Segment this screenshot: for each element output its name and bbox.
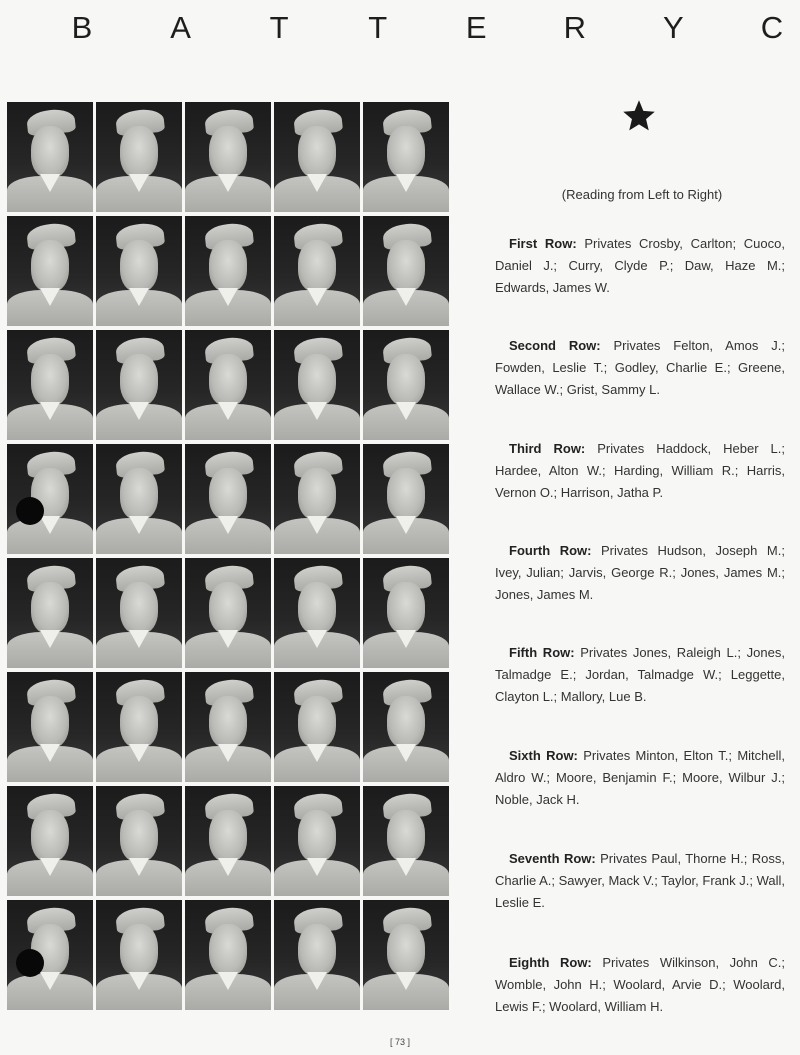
page-number: [ 73 ]: [389, 1037, 410, 1047]
portrait-photo: [274, 102, 360, 212]
portrait-photo: [96, 216, 182, 326]
title-letter: C: [760, 10, 784, 45]
portrait-photo: [185, 558, 271, 668]
portrait-photo: [7, 672, 93, 782]
title-letter: A: [170, 10, 191, 45]
portrait-photo: [7, 330, 93, 440]
binder-hole: [16, 497, 44, 525]
portrait-photo: [274, 558, 360, 668]
caption-row-8: [495, 952, 785, 1018]
portrait-photo: [96, 444, 182, 554]
row-names: Privates Wilkinson, John C.; Womble, John H.; Woolard, Arvie D.; Woolard, Lewis F.; Woolard, William H.: [495, 955, 785, 1014]
row-label: Seventh Row:: [509, 851, 596, 866]
caption-row-5: [495, 642, 785, 708]
portrait-photo: [274, 672, 360, 782]
portrait-photo: [96, 102, 182, 212]
title-letter: B: [71, 10, 93, 45]
caption-row-7: [495, 848, 785, 914]
portrait-photo: [274, 444, 360, 554]
portrait-photo: [96, 672, 182, 782]
portrait-photo: [185, 672, 271, 782]
row-label: Fifth Row:: [509, 645, 575, 660]
portrait-photo: [274, 216, 360, 326]
portrait-photo: [363, 900, 449, 1010]
row-label: Eighth Row:: [509, 955, 592, 970]
row-names: Privates Minton, Elton T.; Mitchell, Aldro W.; Moore, Benjamin F.; Moore, Wilbur J.; Noble, Jack H.: [495, 748, 785, 807]
row-names: Privates Haddock, Heber L.; Hardee, Alton W.; Harding, William R.; Harris, Vernon O.; Harrison, Jatha P.: [495, 441, 785, 500]
row-label: Third Row:: [509, 441, 586, 456]
portrait-photo: [274, 900, 360, 1010]
portrait-photo: [96, 558, 182, 668]
portrait-photo: [96, 786, 182, 896]
row-names: Privates Hudson, Joseph M.; Ivey, Julian; Jarvis, George R.; Jones, James M.; Jones, James M.: [495, 543, 785, 602]
portrait-photo: [363, 330, 449, 440]
portrait-photo: [96, 330, 182, 440]
binder-hole: [16, 949, 44, 977]
row-names: Privates Jones, Raleigh L.; Jones, Talmadge E.; Jordan, Talmadge W.; Leggette, Clayton L.; Mallory, Lue B.: [495, 645, 785, 704]
portrait-photo: [274, 786, 360, 896]
portrait-photo: [363, 558, 449, 668]
title-letter: T: [269, 10, 289, 45]
star-icon: [621, 98, 657, 134]
title-letter: R: [563, 10, 586, 45]
portrait-photo: [363, 786, 449, 896]
portrait-photo: [185, 330, 271, 440]
portrait-photo: [7, 558, 93, 668]
caption-row-3: [495, 438, 785, 504]
portrait-photo: [96, 900, 182, 1010]
portrait-photo: [363, 672, 449, 782]
portrait-photo: [274, 330, 360, 440]
portrait-photo: [7, 102, 93, 212]
portrait-photo: [185, 900, 271, 1010]
title-letter: T: [368, 10, 388, 45]
row-label: Second Row:: [509, 338, 601, 353]
row-names: Privates Paul, Thorne H.; Ross, Charlie A.; Sawyer, Mack V.; Taylor, Frank J.; Wall, Leslie E.: [495, 851, 785, 910]
row-label: Fourth Row:: [509, 543, 592, 558]
row-names: Privates Crosby, Carlton; Cuoco, Daniel J.; Curry, Clyde P.; Daw, Haze M.; Edwards, James W.: [495, 236, 785, 295]
portrait-grid: [7, 102, 449, 1014]
portrait-photo: [7, 786, 93, 896]
caption-row-4: [495, 540, 785, 606]
row-names: Privates Felton, Amos J.; Fowden, Leslie T.; Godley, Charlie E.; Greene, Wallace W.; Grist, Sammy L.: [495, 338, 785, 397]
caption-row-6: [495, 745, 785, 811]
title-letter: E: [465, 10, 487, 45]
portrait-photo: [363, 102, 449, 212]
portrait-photo: [363, 216, 449, 326]
page-title: [62, 10, 792, 50]
portrait-photo: [7, 444, 93, 554]
portrait-photo: [185, 216, 271, 326]
portrait-photo: [7, 216, 93, 326]
caption-row-2: [495, 335, 785, 401]
caption-row-1: [495, 233, 785, 299]
row-label: First Row:: [509, 236, 577, 251]
portrait-photo: [363, 444, 449, 554]
reading-note: (Reading from Left to Right): [561, 187, 723, 202]
portrait-photo: [185, 102, 271, 212]
portrait-photo: [185, 444, 271, 554]
portrait-photo: [185, 786, 271, 896]
row-label: Sixth Row:: [509, 748, 578, 763]
title-letter: Y: [663, 10, 684, 45]
